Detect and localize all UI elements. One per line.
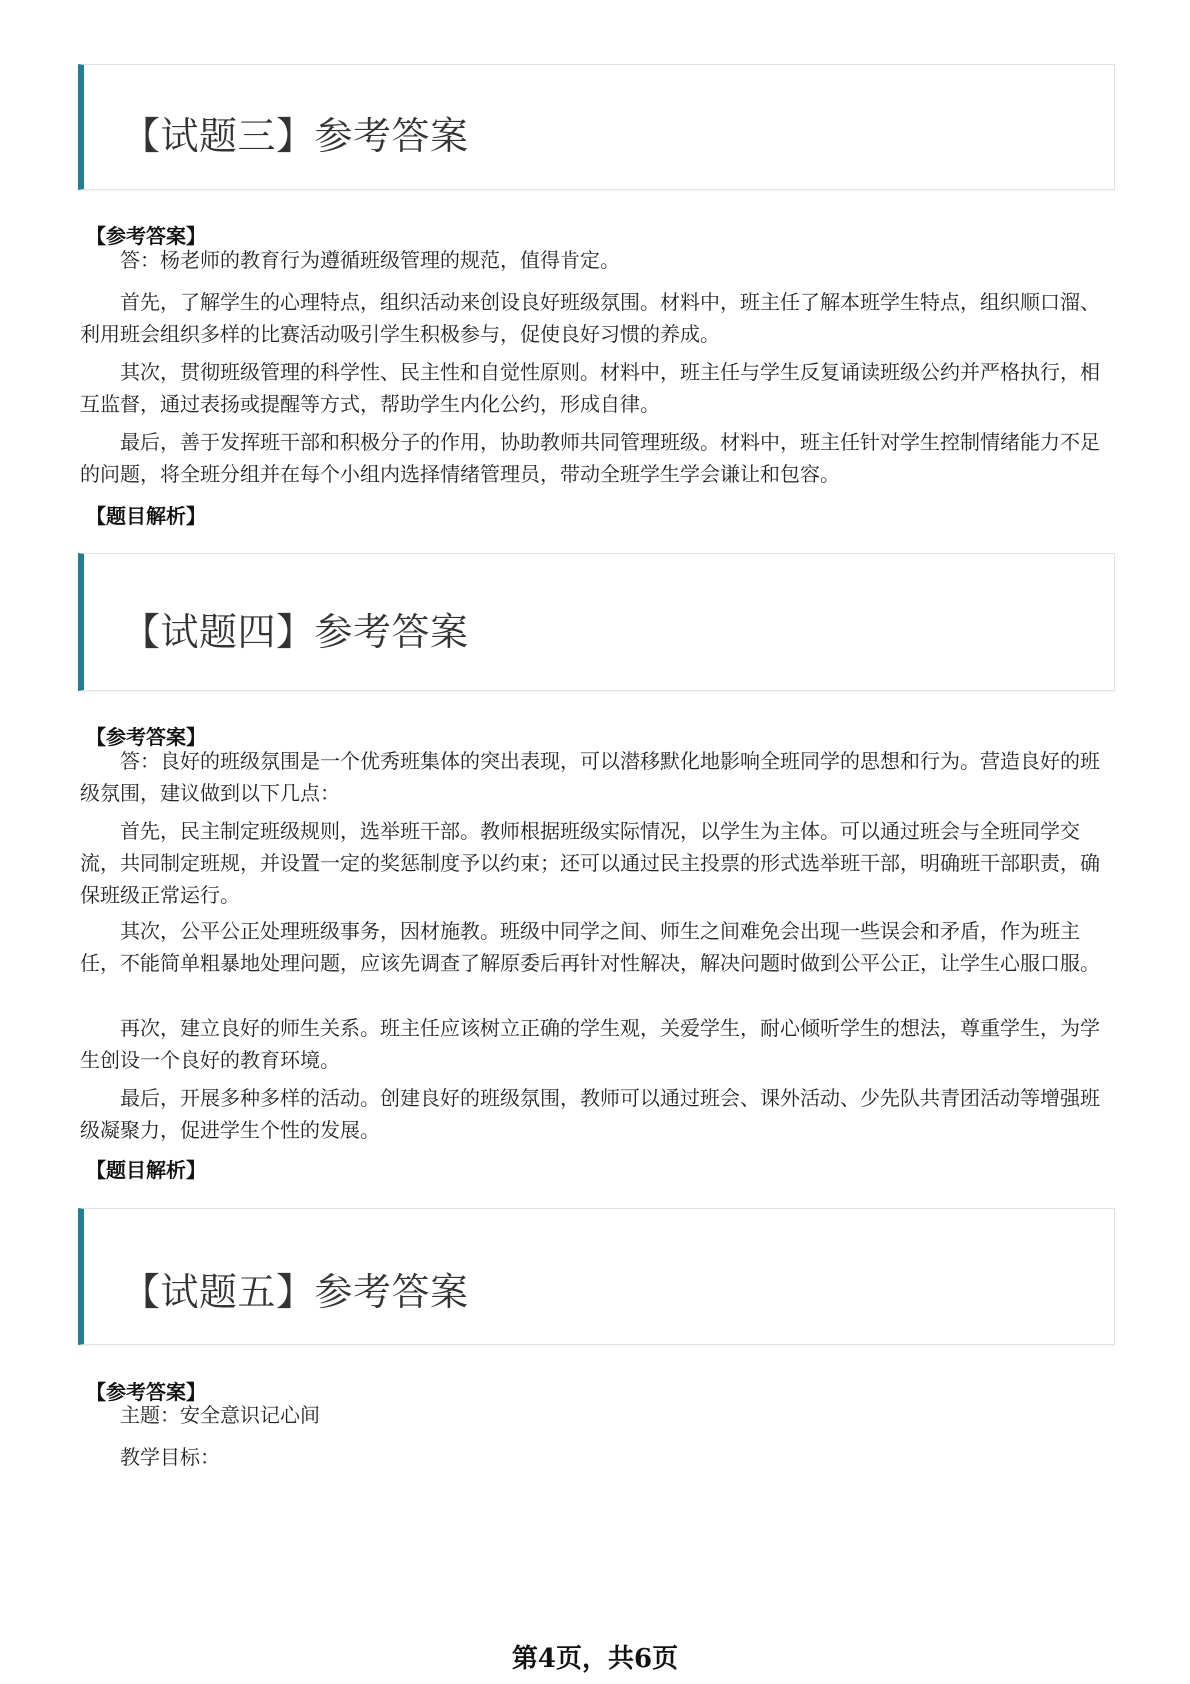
section-3-paragraph-4: 最后，善于发挥班干部和积极分子的作用，协助教师共同管理班级。材料中，班主任针对学生控制情绪能力不足的问题，将全班分组并在每个小组内选择情绪管理员，带动全班学生学会谦让和包容。 — [80, 430, 1100, 486]
section-3-paragraph-2: 首先，了解学生的心理特点，组织活动来创设良好班级氛围。材料中，班主任了解本班学生特点，组织顺口溜、利用班会组织多样的比赛活动吸引学生积极参与，促使良好习惯的养成。 — [80, 290, 1100, 346]
section-3-answer-label: 【参考答案】 — [86, 224, 206, 248]
section-4-answer-label: 【参考答案】 — [86, 725, 206, 749]
section-4-title: 【试题四】参考答案 — [122, 610, 469, 654]
section-4-paragraph-1: 答：良好的班级氛围是一个优秀班集体的突出表现，可以潜移默化地影响全班同学的思想和行为。营造良好的班级氛围，建议做到以下几点： — [80, 749, 1100, 805]
section-4-paragraph-5: 最后，开展多种多样的活动。创建良好的班级氛围，教师可以通过班会、课外活动、少先队共青团活动等增强班级凝聚力，促进学生个性的发展。 — [80, 1086, 1100, 1142]
section-5-paragraph-2: 教学目标： — [120, 1445, 220, 1469]
section-3-paragraph-3: 其次，贯彻班级管理的科学性、民主性和自觉性原则。材料中，班主任与学生反复诵读班级公约并严格执行，相互监督，通过表扬或提醒等方式，帮助学生内化公约，形成自律。 — [80, 360, 1100, 416]
section-5-title: 【试题五】参考答案 — [122, 1270, 469, 1314]
section-3-title: 【试题三】参考答案 — [122, 114, 469, 158]
section-5-header — [78, 1208, 1115, 1345]
section-4-analysis-label: 【题目解析】 — [86, 1158, 206, 1182]
section-5-paragraph-1: 主题：安全意识记心间 — [120, 1403, 320, 1427]
section-4-paragraph-3: 其次，公平公正处理班级事务，因材施教。班级中同学之间、师生之间难免会出现一些误会和矛盾，作为班主任，不能简单粗暴地处理问题，应该先调查了解原委后再针对性解决，解决问题时做到公平公正，让学生心服口服。 — [80, 919, 1100, 975]
section-3-header — [78, 64, 1115, 190]
section-4-header — [78, 553, 1115, 691]
section-5-answer-label: 【参考答案】 — [86, 1380, 206, 1404]
section-4-paragraph-4: 再次，建立良好的师生关系。班主任应该树立正确的学生观，关爱学生，耐心倾听学生的想法，尊重学生，为学生创设一个良好的教育环境。 — [80, 1016, 1100, 1072]
section-3-paragraph-1: 答：杨老师的教育行为遵循班级管理的规范，值得肯定。 — [120, 248, 620, 272]
page-footer: 第4页，共6页 — [511, 1644, 679, 1674]
section-4-paragraph-2: 首先，民主制定班级规则，选举班干部。教师根据班级实际情况，以学生为主体。可以通过班会与全班同学交流，共同制定班规，并设置一定的奖惩制度予以约束；还可以通过民主投票的形式选举班干部，明确班干部职责，确保班级正常运行。 — [80, 819, 1100, 907]
section-3-analysis-label: 【题目解析】 — [86, 504, 206, 528]
